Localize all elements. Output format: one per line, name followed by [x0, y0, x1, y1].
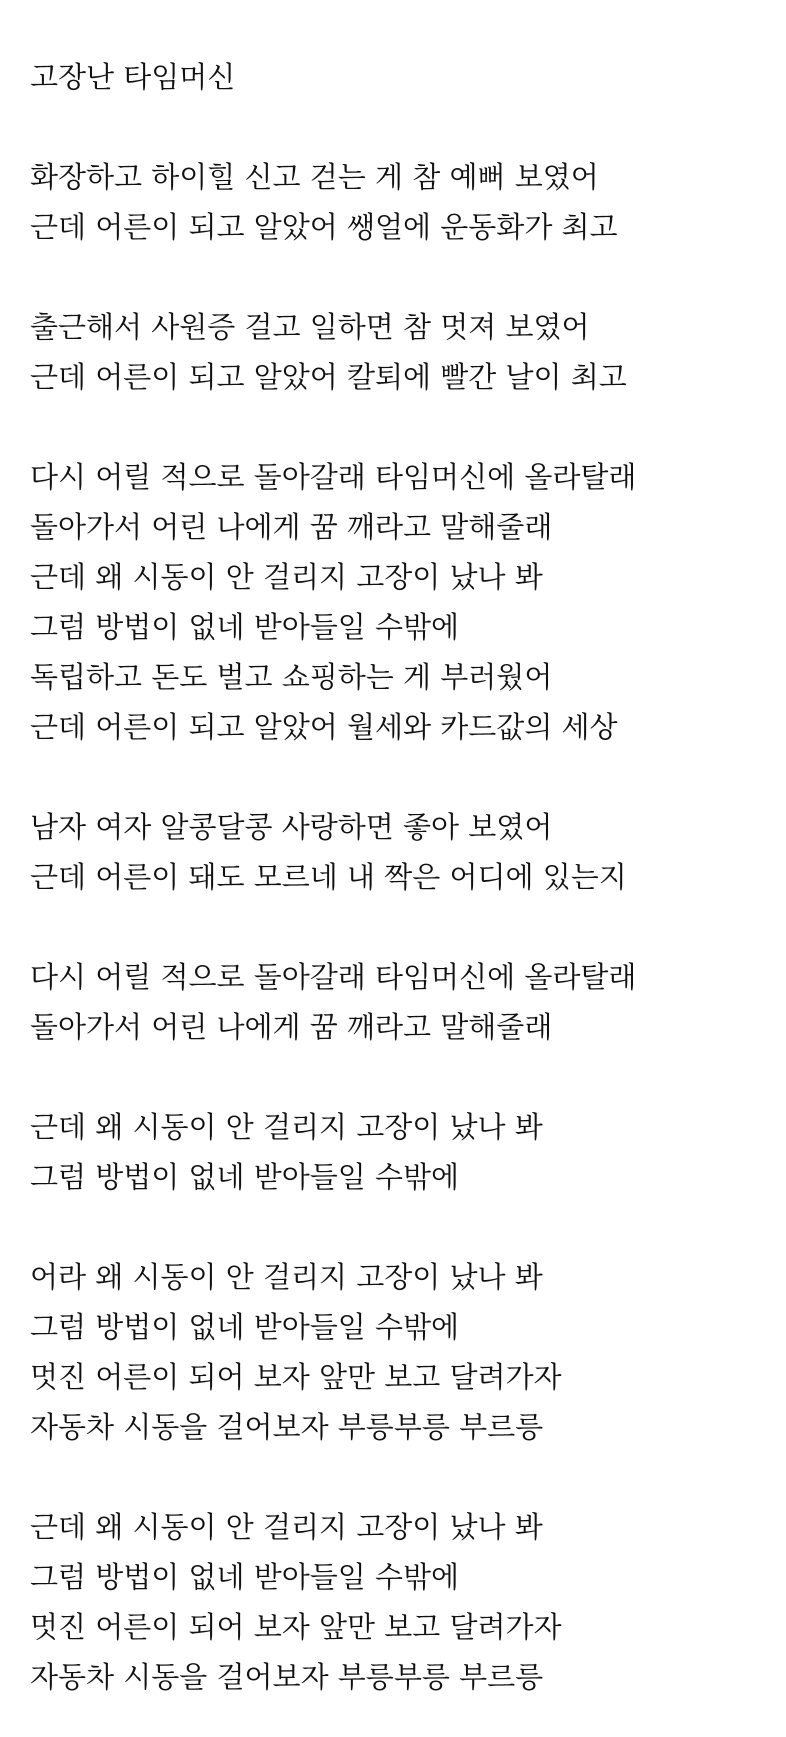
- lyric-line: 돌아가서 어린 나에게 꿈 깨라고 말해줄래: [30, 1010, 553, 1044]
- stanza-gap: [30, 402, 770, 452]
- lyric-line: 그럼 방법이 없네 받아들일 수밖에: [30, 610, 460, 644]
- lyrics-text: [30, 52, 770, 1702]
- stanza-gap: [30, 1452, 770, 1502]
- stanza-gap: [30, 1202, 770, 1252]
- lyric-line: 자동차 시동을 걸어보자 부릉부릉 부르릉: [30, 1660, 544, 1694]
- lyric-line: 근데 어른이 되고 알았어 월세와 카드값의 세상: [30, 710, 618, 744]
- lyric-line: 멋진 어른이 되어 보자 앞만 보고 달려가자: [30, 1360, 562, 1394]
- lyric-line: 근데 어른이 돼도 모르네 내 짝은 어디에 있는지: [30, 860, 627, 894]
- lyric-line: 근데 왜 시동이 안 걸리지 고장이 났나 봐: [30, 1510, 543, 1544]
- lyric-line: 다시 어릴 적으로 돌아갈래 타임머신에 올라탈래: [30, 460, 637, 494]
- lyric-line: 화장하고 하이힐 신고 걷는 게 참 예뻐 보였어: [30, 160, 599, 194]
- lyric-line: 남자 여자 알콩달콩 사랑하면 좋아 보였어: [30, 810, 553, 844]
- lyric-line: 어라 왜 시동이 안 걸리지 고장이 났나 봐: [30, 1260, 543, 1294]
- lyric-line: 근데 왜 시동이 안 걸리지 고장이 났나 봐: [30, 1110, 543, 1144]
- stanza-gap: [30, 1052, 770, 1102]
- stanza-gap: [30, 252, 770, 302]
- lyric-line: 그럼 방법이 없네 받아들일 수밖에: [30, 1160, 460, 1194]
- lyric-line: 그럼 방법이 없네 받아들일 수밖에: [30, 1310, 460, 1344]
- stanza-gap: [30, 102, 770, 152]
- lyric-line: 돌아가서 어린 나에게 꿈 깨라고 말해줄래: [30, 510, 553, 544]
- lyric-line: 근데 왜 시동이 안 걸리지 고장이 났나 봐: [30, 560, 543, 594]
- stanza-gap: [30, 752, 770, 802]
- lyric-line: 출근해서 사원증 걸고 일하면 참 멋져 보였어: [30, 310, 590, 344]
- lyric-line: 근데 어른이 되고 알았어 쌩얼에 운동화가 최고: [30, 210, 618, 244]
- song-title: 고장난 타임머신: [30, 60, 236, 94]
- stanza-gap: [30, 902, 770, 952]
- lyric-line: 다시 어릴 적으로 돌아갈래 타임머신에 올라탈래: [30, 960, 637, 994]
- lyric-line: 그럼 방법이 없네 받아들일 수밖에: [30, 1560, 460, 1594]
- lyric-line: 자동차 시동을 걸어보자 부릉부릉 부르릉: [30, 1410, 544, 1444]
- lyric-line: 멋진 어른이 되어 보자 앞만 보고 달려가자: [30, 1610, 562, 1644]
- lyric-line: 독립하고 돈도 벌고 쇼핑하는 게 부러웠어: [30, 660, 553, 694]
- lyric-line: 근데 어른이 되고 알았어 칼퇴에 빨간 날이 최고: [30, 360, 627, 394]
